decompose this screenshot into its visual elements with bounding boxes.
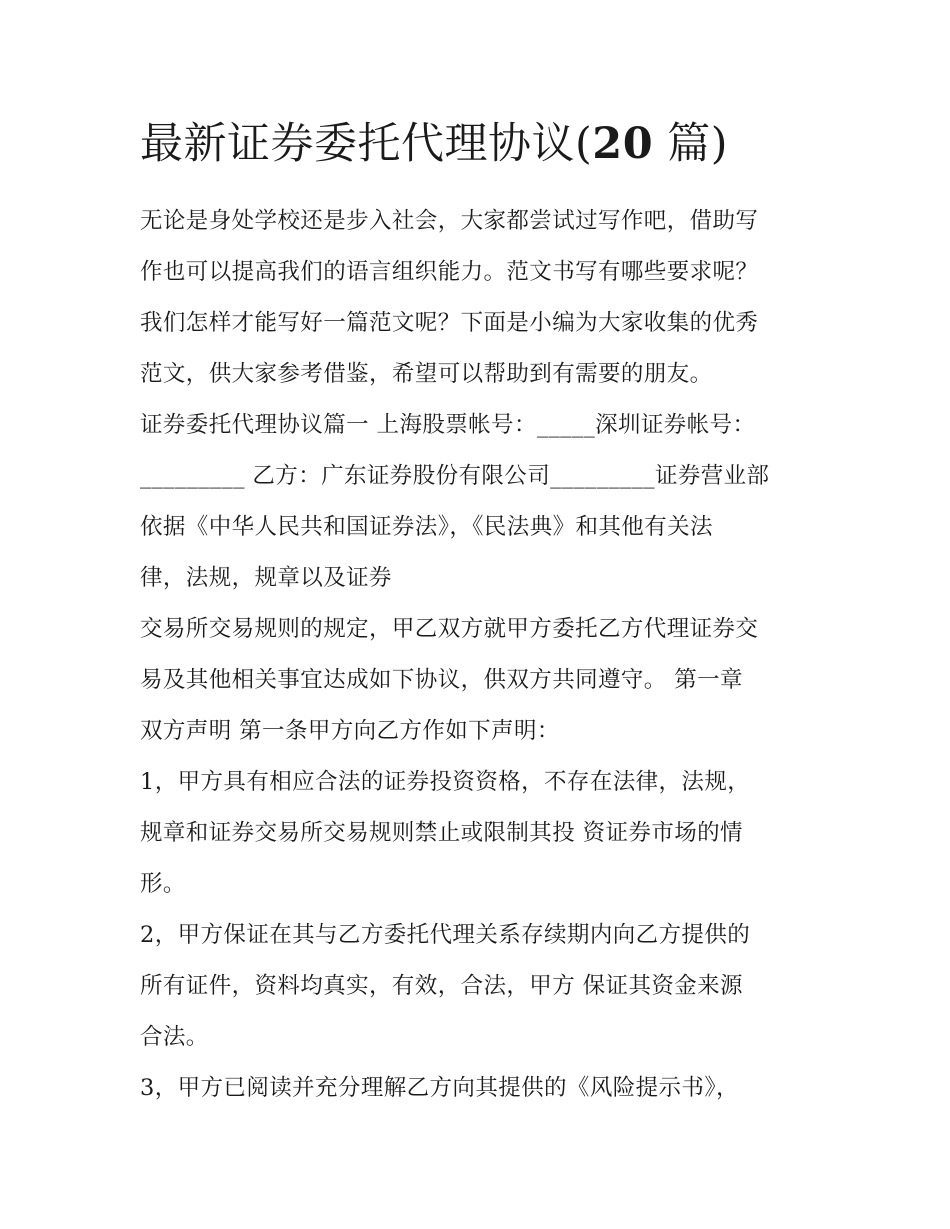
title-end: 篇) <box>653 119 729 169</box>
body-line: 规章和证券交易所交易规则禁止或限制其投 资证券市场的情 <box>140 820 743 846</box>
body-line: 1，甲方具有相应合法的证券投资资格，不存在法律，法规， <box>140 769 751 795</box>
body-line: 3，甲方已阅读并充分理解乙方向其提供的《风险提示书》， <box>140 1075 739 1101</box>
body-line: _________ 乙方：广东证券股份有限公司_________证券营业部 <box>140 463 770 489</box>
body-line: 作也可以提高我们的语言组织能力。范文书写有哪些要求呢？ <box>140 259 759 285</box>
body-line: 合法。 <box>140 1024 209 1050</box>
body-line: 所有证件，资料均真实，有效，合法，甲方 保证其资金来源 <box>140 973 743 999</box>
body-line: 双方声明 第一条甲方向乙方作如下声明： <box>140 718 560 744</box>
body-line: 无论是身处学校还是步入社会，大家都尝试过写作吧，借助写 <box>140 208 759 234</box>
body-line: 范文，供大家参考借鉴，希望可以帮助到有需要的朋友。 <box>140 361 713 387</box>
body-line: 我们怎样才能写好一篇范文呢？下面是小编为大家收集的优秀 <box>140 310 759 336</box>
body-line: 证券委托代理协议篇一 上海股票帐号：_____深圳证券帐号： <box>140 412 756 438</box>
title-text: 最新证券委托代理协议( <box>140 119 593 169</box>
document-title <box>140 112 840 176</box>
body-line: 依据《中华人民共和国证券法》，《民法典》和其他有关法 <box>140 514 713 540</box>
body-line: 交易所交易规则的规定，甲乙双方就甲方委托乙方代理证券交 <box>140 616 759 642</box>
body-line: 形。 <box>140 871 186 897</box>
body-line: 律，法规，规章以及证券 <box>140 565 392 591</box>
body-line: 2，甲方保证在其与乙方委托代理关系存续期内向乙方提供的 <box>140 922 751 948</box>
title-count: 20 <box>592 119 654 169</box>
body-line: 易及其他相关事宜达成如下协议，供双方共同遵守。 第一章 <box>140 667 743 693</box>
